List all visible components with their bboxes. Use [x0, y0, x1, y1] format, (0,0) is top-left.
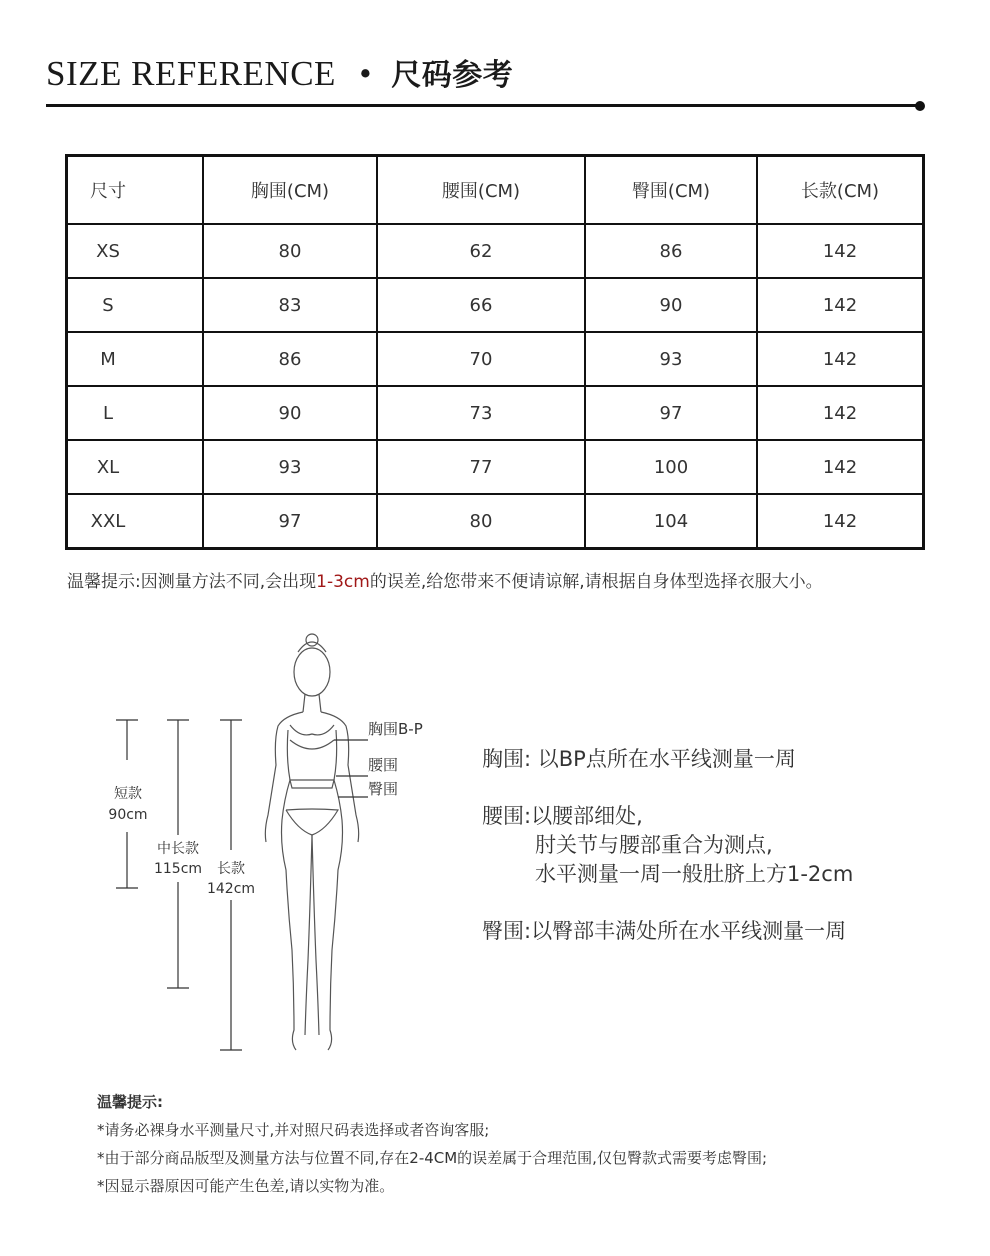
size-table — [65, 154, 925, 550]
cell-bust: 86 — [203, 332, 377, 386]
cell-waist: 73 — [377, 386, 585, 440]
bust-description: 胸围: 以BP点所在水平线测量一周 — [482, 747, 796, 771]
table-row — [67, 440, 924, 494]
notice-highlight: 1-3cm — [316, 572, 370, 592]
cell-waist: 80 — [377, 494, 585, 549]
mid-value: 115cm — [153, 861, 203, 877]
title-separator: • — [359, 54, 372, 93]
waist-description-2: 肘关节与腰部重合为测点, — [535, 833, 773, 857]
cell-long: 142 — [757, 440, 924, 494]
cell-long: 142 — [757, 494, 924, 549]
cell-long: 142 — [757, 278, 924, 332]
label-bust: 胸围B-P — [368, 720, 423, 738]
cell-bust: 93 — [203, 440, 377, 494]
long-label: 长款 — [217, 861, 245, 877]
page-title — [46, 50, 513, 94]
cell-bust: 83 — [203, 278, 377, 332]
title-en: SIZE REFERENCE — [46, 54, 336, 93]
label-hip: 臀围 — [368, 780, 399, 798]
waist-description-1: 腰围:以腰部细处, — [482, 804, 643, 828]
header-bust: 胸围(CM) — [203, 156, 377, 225]
table-header-row — [67, 156, 924, 225]
cell-bust: 90 — [203, 386, 377, 440]
table-row — [67, 494, 924, 549]
title-cn: 尺码参考 — [391, 58, 514, 93]
long-value: 142cm — [206, 881, 256, 897]
cell-size: S — [102, 294, 114, 316]
cell-hip: 97 — [585, 386, 757, 440]
cell-size: XXL — [90, 510, 126, 532]
tips-item: *由于部分商品版型及测量方法与位置不同,存在2-4CM的误差属于合理范围,仅包臀款式需要考虑臀围; — [97, 1149, 768, 1167]
cell-waist: 62 — [377, 224, 585, 278]
cell-long: 142 — [757, 332, 924, 386]
notice-suffix: 的误差,给您带来不便请谅解,请根据自身体型选择衣服大小。 — [369, 572, 823, 592]
tips-section — [97, 1088, 767, 1200]
cell-bust: 80 — [203, 224, 377, 278]
cell-hip: 93 — [585, 332, 757, 386]
hip-description: 臀围:以臀部丰满处所在水平线测量一周 — [482, 919, 847, 943]
short-length-bracket — [116, 720, 138, 888]
table-row — [67, 224, 924, 278]
title-divider — [46, 104, 918, 107]
cell-size: XL — [96, 456, 120, 478]
tips-item: *请务必裸身水平测量尺寸,并对照尺码表选择或者咨询客服; — [97, 1121, 490, 1139]
notice-prefix: 温馨提示:因测量方法不同,会出现 — [67, 572, 317, 592]
label-waist: 腰围 — [368, 756, 399, 774]
header-size: 尺寸 — [67, 156, 204, 225]
cell-long: 142 — [757, 386, 924, 440]
cell-long: 142 — [757, 224, 924, 278]
short-value: 90cm — [108, 807, 148, 823]
cell-size: M — [100, 348, 116, 370]
cell-hip: 104 — [585, 494, 757, 549]
body-measurement-figure — [100, 630, 460, 1060]
title-divider-dot — [915, 101, 925, 111]
short-label: 短款 — [114, 786, 142, 802]
header-hip: 臀围(CM) — [585, 156, 757, 225]
cell-waist: 66 — [377, 278, 585, 332]
header-waist: 腰围(CM) — [377, 156, 585, 225]
header-long: 长款(CM) — [757, 156, 924, 225]
table-row — [67, 278, 924, 332]
cell-waist: 77 — [377, 440, 585, 494]
cell-size: L — [102, 402, 114, 424]
measurement-notice — [67, 567, 823, 592]
cell-hip: 90 — [585, 278, 757, 332]
table-row — [67, 332, 924, 386]
cell-hip: 100 — [585, 440, 757, 494]
tips-item: *因显示器原因可能产生色差,请以实物为准。 — [97, 1177, 395, 1195]
tips-title: 温馨提示: — [97, 1093, 163, 1111]
cell-hip: 86 — [585, 224, 757, 278]
mid-label: 中长款 — [157, 841, 199, 857]
cell-size: XS — [96, 240, 120, 262]
cell-bust: 97 — [203, 494, 377, 549]
figure-outline — [265, 634, 358, 1050]
table-row — [67, 386, 924, 440]
cell-waist: 70 — [377, 332, 585, 386]
waist-description-3: 水平测量一周一般肚脐上方1-2cm — [535, 862, 854, 886]
